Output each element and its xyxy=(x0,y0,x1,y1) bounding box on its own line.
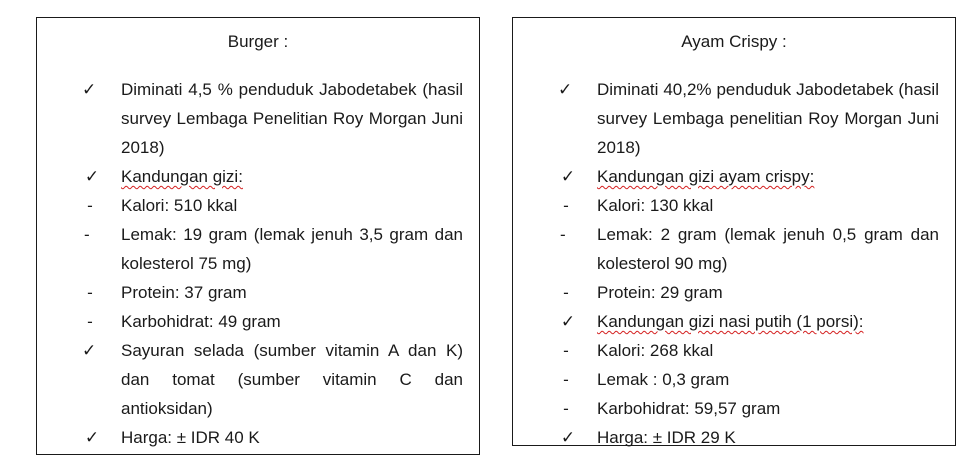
item-text: Kandungan gizi ayam crispy: xyxy=(597,167,815,186)
sub-item xyxy=(558,278,939,307)
sub-item xyxy=(558,220,939,278)
item-text: Harga: ± IDR 40 K xyxy=(121,428,260,447)
sub-item xyxy=(558,336,939,365)
list-item xyxy=(558,162,939,191)
list-item xyxy=(558,307,939,336)
item-text: Kandungan gizi nasi putih (1 porsi): xyxy=(597,312,864,331)
list-item xyxy=(82,336,463,423)
dash-bullet: - xyxy=(563,341,569,360)
list-item xyxy=(558,75,939,162)
check-icon: ✓ xyxy=(558,80,573,99)
item-text: Kandungan gizi: xyxy=(121,167,243,186)
sub-item xyxy=(82,278,463,307)
ayam-list xyxy=(558,75,939,452)
dash-bullet: - xyxy=(560,225,566,244)
list-item xyxy=(82,423,463,452)
sub-item xyxy=(82,220,463,278)
item-text: Sayuran selada (sumber vitamin A dan K) dan tomat (sumber vitamin C dan antioksidan) xyxy=(121,341,463,418)
sub-item-text: Lemak: 19 gram (lemak jenuh 3,5 gram dan kolesterol 75 mg) xyxy=(121,225,463,273)
dash-bullet: - xyxy=(84,225,90,244)
sub-item-text: Protein: 37 gram xyxy=(121,283,247,302)
check-icon: ✓ xyxy=(84,167,100,186)
check-icon: ✓ xyxy=(84,428,100,447)
sub-item-text: Protein: 29 gram xyxy=(597,283,723,302)
item-text: Diminati 40,2% penduduk Jabodetabek (hasil survey Lembaga penelitian Roy Morgan Juni 2018) xyxy=(597,80,939,157)
burger-list xyxy=(82,75,463,452)
sub-item-text: Kalori: 510 kkal xyxy=(121,196,238,215)
sub-item-text: Lemak : 0,3 gram xyxy=(597,370,730,389)
burger-title: Burger : xyxy=(227,32,289,51)
sub-item-text: Lemak: 2 gram (lemak jenuh 0,5 gram dan kolesterol 90 mg) xyxy=(597,225,939,273)
check-icon: ✓ xyxy=(560,312,576,331)
item-text: Harga: ± IDR 29 K xyxy=(597,428,736,447)
sub-item-text: Kalori: 268 kkal xyxy=(597,341,714,360)
check-icon: ✓ xyxy=(82,80,97,99)
sub-item xyxy=(82,191,463,220)
list-item xyxy=(558,423,939,452)
dash-bullet: - xyxy=(563,399,569,418)
sub-item-text: Karbohidrat: 49 gram xyxy=(121,312,281,331)
burger-panel xyxy=(36,17,480,455)
check-icon: ✓ xyxy=(560,428,576,447)
dash-bullet: - xyxy=(87,196,93,215)
sub-item xyxy=(558,394,939,423)
sub-item-text: Kalori: 130 kkal xyxy=(597,196,714,215)
dash-bullet: - xyxy=(87,312,93,331)
ayam-title: Ayam Crispy : xyxy=(681,32,787,51)
dash-bullet: - xyxy=(563,283,569,302)
ayam-crispy-panel xyxy=(512,17,956,446)
dash-bullet: - xyxy=(87,283,93,302)
sub-item xyxy=(558,365,939,394)
sub-item xyxy=(82,307,463,336)
sub-item-text: Karbohidrat: 59,57 gram xyxy=(597,399,781,418)
dash-bullet: - xyxy=(563,370,569,389)
check-icon: ✓ xyxy=(82,341,97,360)
check-icon: ✓ xyxy=(560,167,576,186)
item-text: Diminati 4,5 % penduduk Jabodetabek (hasil survey Lembaga Penelitian Roy Morgan Juni 2018) xyxy=(121,80,463,157)
sub-item xyxy=(558,191,939,220)
dash-bullet: - xyxy=(563,196,569,215)
list-item xyxy=(82,75,463,162)
list-item xyxy=(82,162,463,191)
